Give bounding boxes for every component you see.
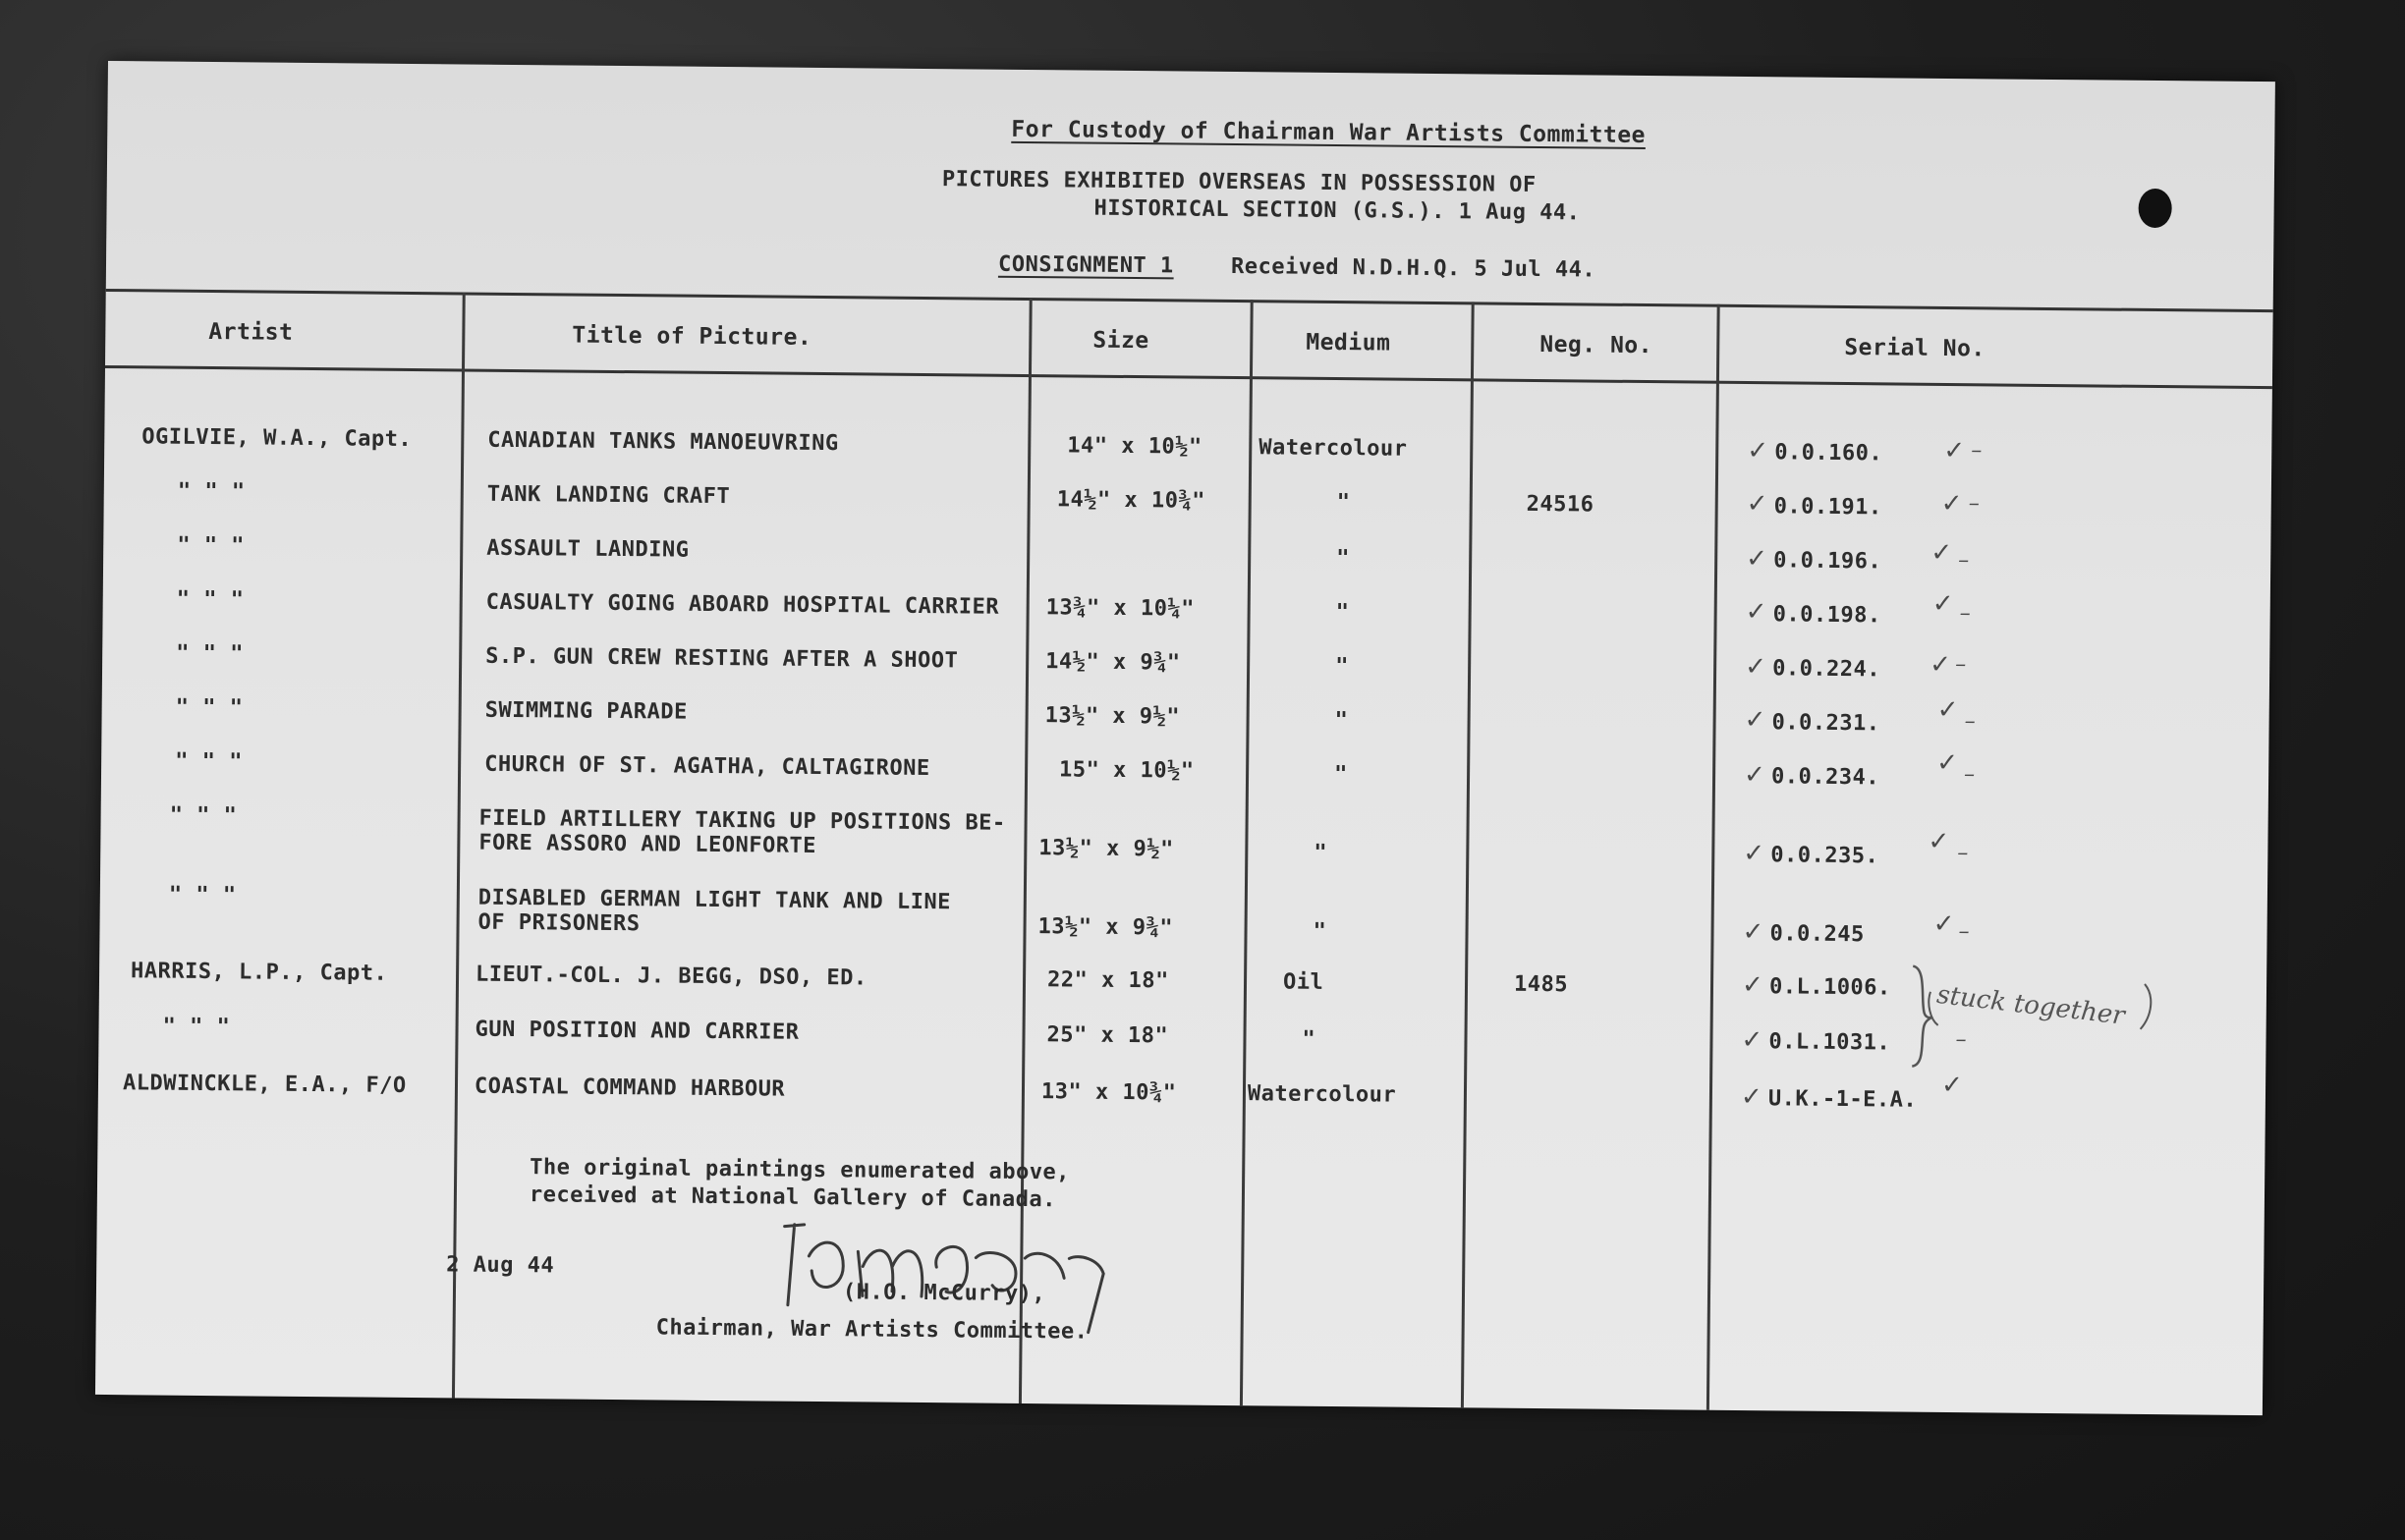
medium-cell: " [1335, 600, 1350, 626]
neg-cell: 1485 [1513, 971, 1569, 998]
title-cell: SWIMMING PARADE [484, 697, 688, 725]
serial-cell: 0.0.160. [1774, 440, 1883, 467]
size-cell: 13" x 10¾" [1040, 1079, 1177, 1106]
column-divider [1240, 300, 1254, 1405]
size-cell: 13½" x 9½" [1044, 703, 1181, 730]
check-mark-icon: ✓ [1742, 917, 1764, 948]
title-cell: DISABLED GERMAN LIGHT TANK AND LINE [477, 885, 952, 915]
check-mark-icon: ✓ [1746, 544, 1768, 575]
title-cell: LIEUT.-COL. J. BEGG, DSO, ED. [475, 962, 867, 991]
title-cell: CHURCH OF ST. AGATHA, CALTAGIRONE [484, 751, 930, 782]
check-mark-icon: ✓ [1747, 436, 1769, 467]
column-divider [1461, 302, 1475, 1407]
serial-cell: 0.L.1006. [1768, 974, 1891, 1001]
artist-cell: ALDWINCKLE, E.A., F/O [122, 1071, 407, 1098]
artist-cell: " " " [162, 1014, 231, 1040]
check-mark-icon: ✓ [1936, 747, 1959, 779]
column-header-neg-no: Neg. No. [1539, 332, 1653, 359]
check-mark-icon: ✓ [1936, 694, 1959, 726]
table-top-rule [106, 289, 2273, 312]
artist-cell: " " " [177, 478, 246, 505]
title-line-2: HISTORICAL SECTION (G.S.). 1 Aug 44. [1093, 195, 1581, 226]
size-cell: 14" x 10½" [1067, 433, 1202, 460]
annotation-bracket [1927, 974, 2163, 1035]
punch-hole [2138, 189, 2171, 228]
serial-cell: 0.L.1031. [1768, 1029, 1891, 1056]
medium-cell: " [1302, 1026, 1316, 1052]
check-mark-icon: ✓ [1740, 1082, 1762, 1113]
title-cell: COASTAL COMMAND HARBOUR [474, 1073, 786, 1102]
custody-heading: For Custody of Chairman War Artists Committee [1011, 116, 1647, 149]
received-date: Received N.D.H.Q. 5 Jul 44. [1230, 253, 1596, 283]
dash-mark: – [1959, 601, 1971, 627]
medium-cell: Watercolour [1247, 1081, 1397, 1108]
column-divider [1706, 304, 1720, 1410]
artist-cell: " " " [176, 586, 245, 613]
title-cell: TANK LANDING CRAFT [486, 481, 731, 510]
size-cell: 13½" x 9¾" [1037, 914, 1174, 941]
medium-cell: Oil [1282, 969, 1324, 995]
artist-cell: OGILVIE, W.A., Capt. [141, 424, 413, 452]
dash-mark: – [1955, 1027, 1967, 1053]
artist-cell: " " " [175, 748, 244, 775]
medium-cell: " [1336, 546, 1351, 572]
artist-cell: " " " [168, 882, 237, 908]
check-mark-icon: ✓ [1930, 649, 1952, 681]
medium-cell: " [1336, 490, 1351, 516]
dash-mark: – [1955, 652, 1967, 678]
size-cell: 15" x 10½" [1058, 757, 1195, 784]
column-header-serial-no: Serial No. [1844, 334, 1986, 362]
size-cell: 14½" x 9¾" [1045, 649, 1181, 676]
signatory-name: (H.O. McCurry), [842, 1280, 1046, 1307]
dash-mark: – [1971, 438, 1983, 464]
check-mark-icon: ✓ [1931, 588, 1954, 620]
artist-cell: " " " [169, 802, 238, 829]
dash-mark: – [1963, 762, 1976, 788]
serial-cell: U.K.-1-E.A. [1767, 1086, 1918, 1113]
size-cell: 25" x 18" [1046, 1022, 1169, 1049]
handwritten-annotation: stuck together [1934, 979, 2127, 1031]
serial-cell: 0.0.198. [1772, 602, 1881, 629]
artist-cell: " " " [176, 640, 245, 667]
artist-cell: HARRIS, L.P., Capt. [130, 959, 388, 986]
serial-cell: 0.0.235. [1770, 843, 1879, 869]
title-cell: FIELD ARTILLERY TAKING UP POSITIONS BE- [478, 805, 1006, 836]
title-cell: GUN POSITION AND CARRIER [475, 1017, 800, 1045]
medium-cell: Watercolour [1258, 435, 1408, 462]
check-mark-icon: ✓ [1741, 1025, 1763, 1056]
medium-cell: " [1313, 918, 1327, 944]
column-header-medium: Medium [1306, 329, 1391, 357]
column-header-size: Size [1092, 327, 1149, 355]
size-cell: 13¾" x 10¼" [1045, 595, 1196, 622]
footer-note-line-2: received at National Gallery of Canada. [529, 1182, 1057, 1213]
table-header-rule [105, 365, 2272, 389]
check-mark-icon: ✓ [1745, 652, 1767, 683]
column-divider [452, 292, 466, 1398]
check-mark-icon: ✓ [1928, 826, 1950, 857]
serial-cell: 0.0.224. [1772, 656, 1881, 683]
neg-cell: 24516 [1526, 491, 1594, 518]
check-mark-icon: ✓ [1940, 1070, 1964, 1101]
title-cell: ASSAULT LANDING [486, 535, 690, 563]
title-cell: S.P. GUN CREW RESTING AFTER A SHOOT [485, 643, 959, 674]
artist-cell: " " " [175, 694, 244, 721]
consignment-label: CONSIGNMENT 1 [997, 251, 1174, 279]
check-mark-icon: ✓ [1745, 597, 1767, 628]
check-mark-icon: ✓ [1746, 489, 1768, 520]
title-cell-continued: OF PRISONERS [477, 909, 641, 937]
artist-cell: " " " [177, 532, 246, 559]
dash-mark: – [1958, 548, 1970, 574]
column-header-artist: Artist [208, 318, 294, 346]
medium-cell: " [1335, 654, 1350, 680]
footer-date: 2 Aug 44 [446, 1252, 555, 1279]
serial-cell: 0.0.196. [1773, 548, 1882, 575]
medium-cell: " [1314, 840, 1328, 865]
check-mark-icon: ✓ [1940, 488, 1963, 520]
check-mark-icon: ✓ [1744, 705, 1766, 736]
serial-cell: 0.0.191. [1773, 494, 1882, 521]
medium-cell: " [1334, 708, 1349, 734]
title-cell: CANADIAN TANKS MANOEUVRING [487, 427, 839, 457]
size-cell: 22" x 18" [1046, 967, 1169, 994]
check-mark-icon: ✓ [1741, 970, 1763, 1001]
check-mark-icon: ✓ [1943, 435, 1966, 467]
size-cell: 13½" x 9½" [1038, 836, 1174, 862]
serial-cell: 0.0.231. [1771, 710, 1880, 737]
footer-note-line-1: The original paintings enumerated above, [530, 1155, 1071, 1185]
column-header-title: Title of Picture. [572, 322, 812, 351]
title-cell-continued: FORE ASSORO AND LEONFORTE [478, 830, 817, 858]
check-mark-icon: ✓ [1930, 537, 1953, 569]
document-sheet [95, 61, 2275, 1415]
size-cell: 14½" x 10¾" [1056, 487, 1206, 514]
signatory-title: Chairman, War Artists Committee. [655, 1315, 1089, 1345]
serial-cell: 0.0.234. [1770, 764, 1880, 791]
serial-cell: 0.0.245 [1769, 921, 1865, 948]
check-mark-icon: ✓ [1743, 839, 1765, 869]
check-mark-icon: ✓ [1743, 760, 1766, 791]
title-line-1: PICTURES EXHIBITED OVERSEAS IN POSSESSION OF [941, 167, 1537, 197]
dash-mark: – [1958, 919, 1970, 945]
dash-mark: – [1968, 491, 1980, 517]
dash-mark: – [1957, 841, 1969, 866]
dash-mark: – [1964, 709, 1976, 735]
medium-cell: " [1333, 762, 1348, 788]
title-cell: CASUALTY GOING ABOARD HOSPITAL CARRIER [485, 589, 1000, 620]
check-mark-icon: ✓ [1932, 908, 1955, 940]
